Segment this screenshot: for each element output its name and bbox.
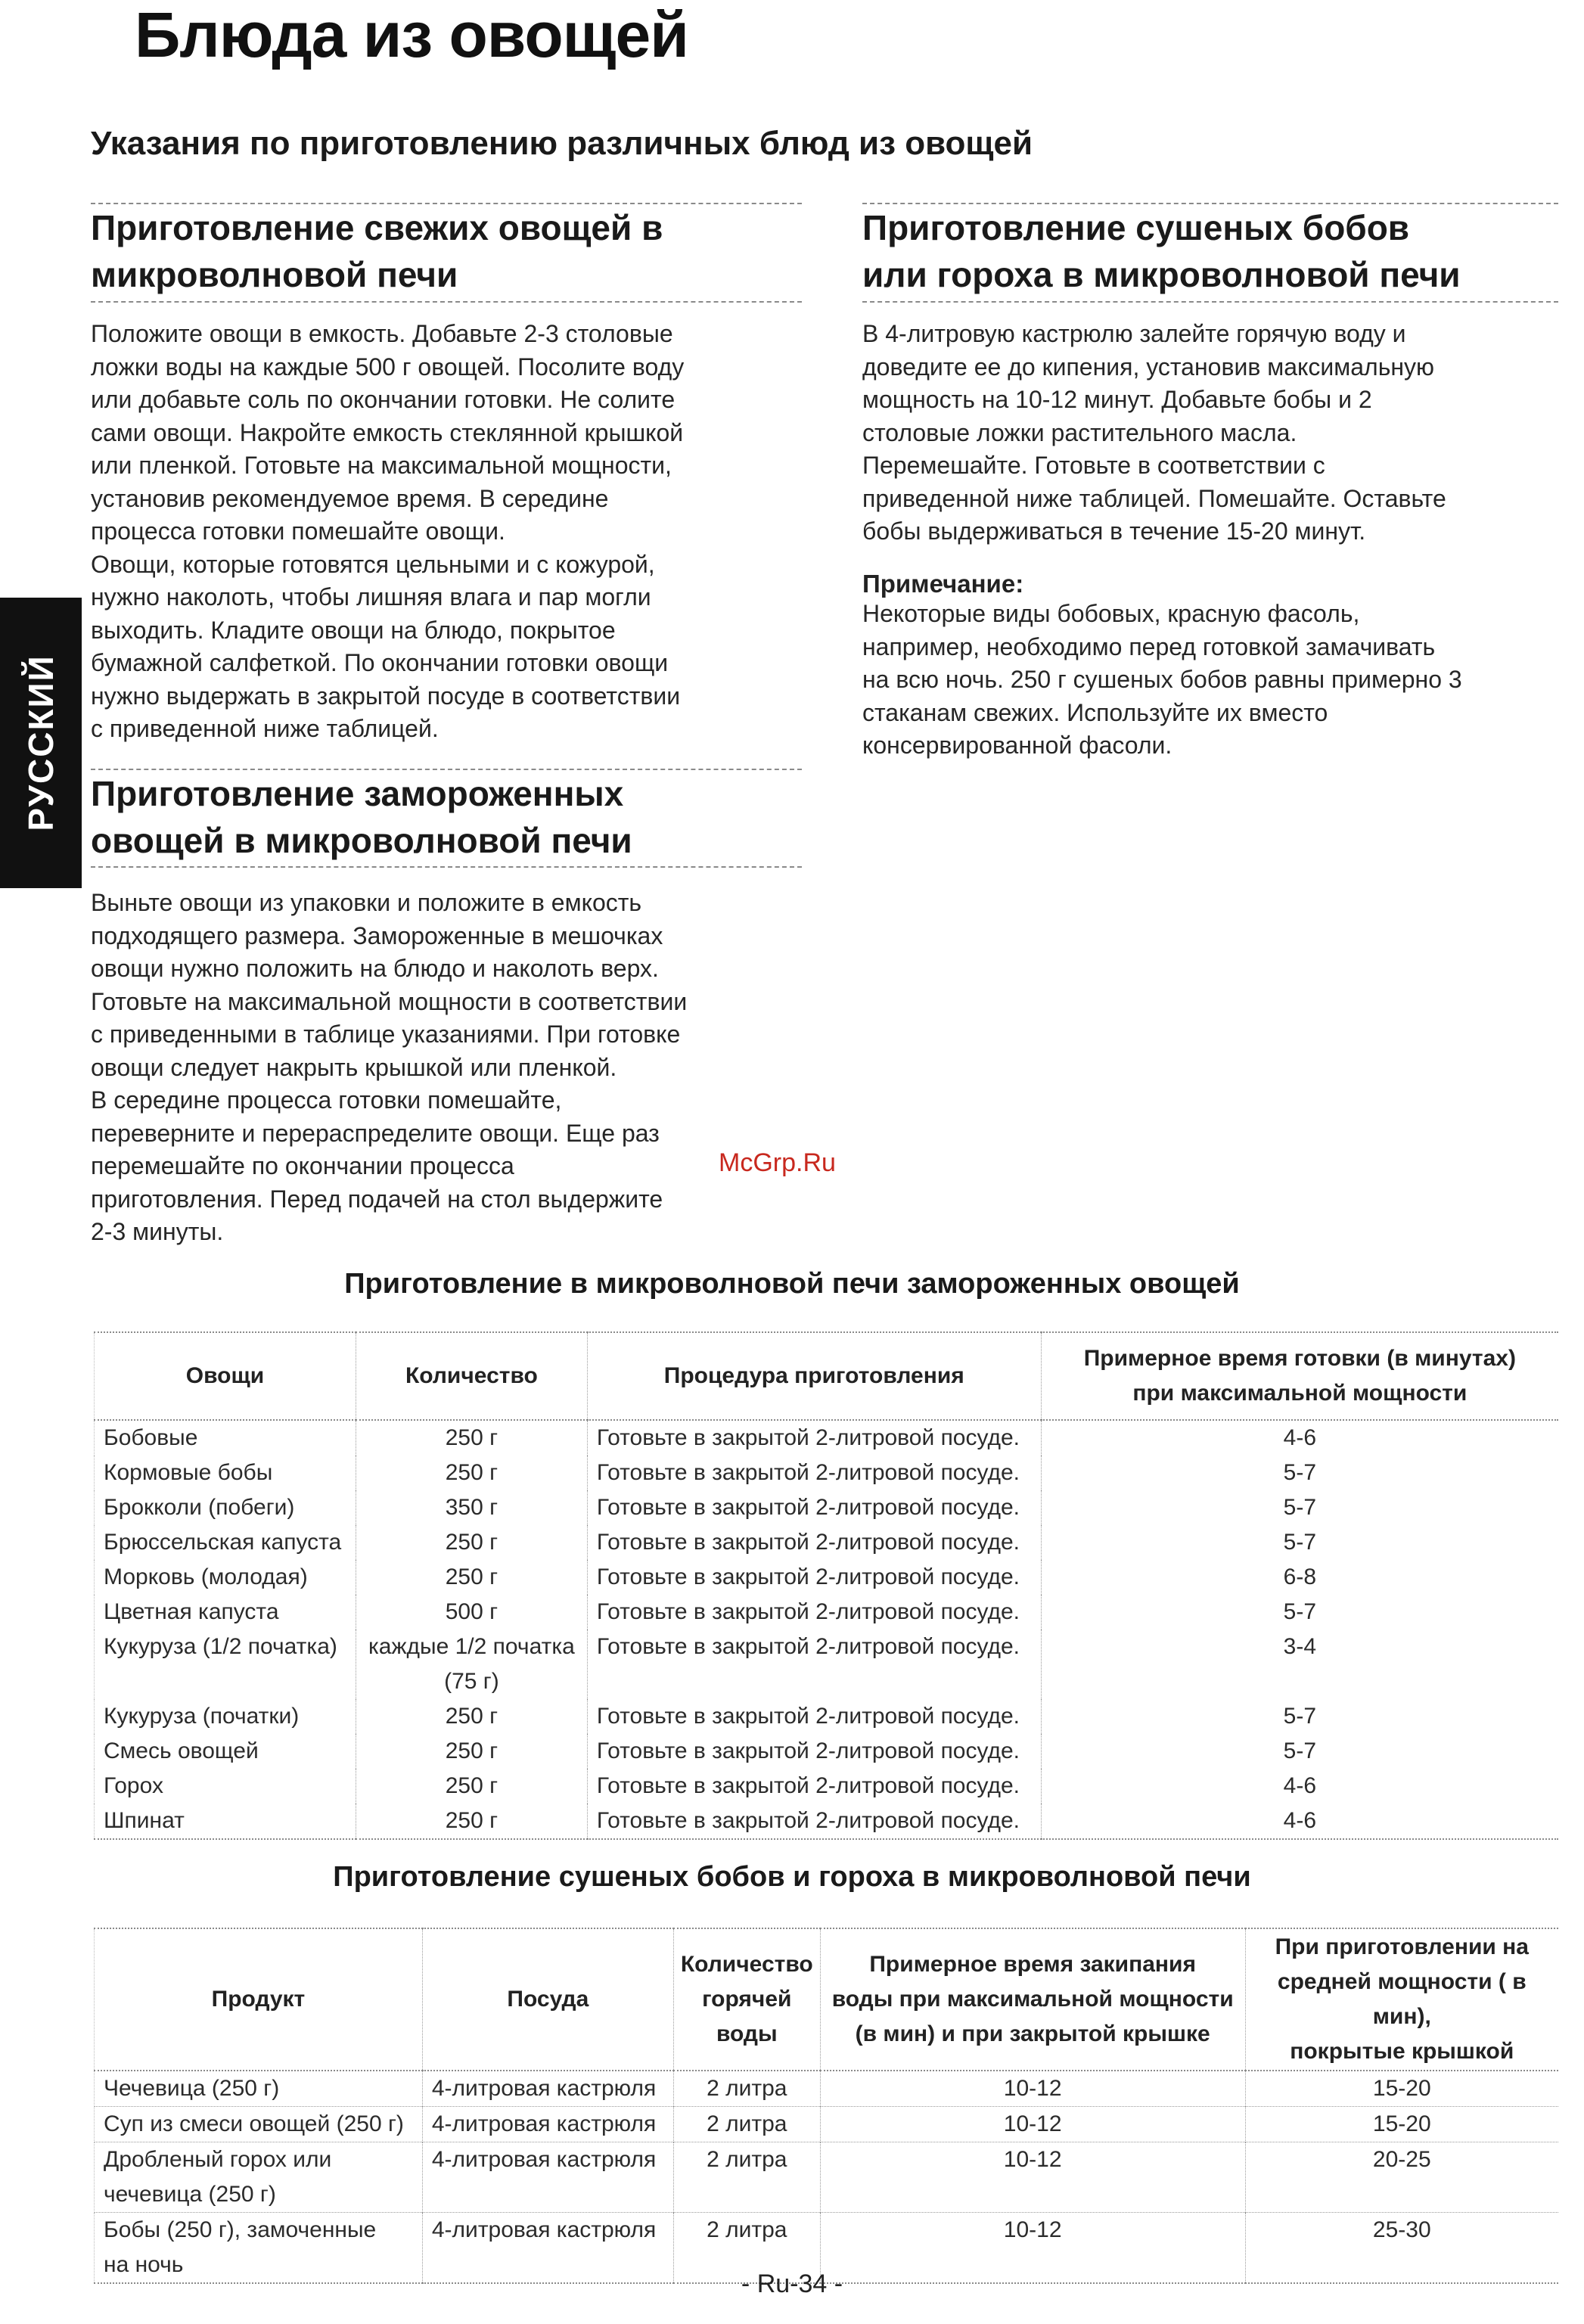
table2-title: Приготовление сушеных бобов и гороха в микроволновой печи xyxy=(333,1861,1251,1893)
text-line: мощность на 10-12 минут. Добавьте бобы и 2 xyxy=(862,386,1372,413)
boil-time-cell: 10-12 xyxy=(820,2107,1245,2142)
table1-header: Процедура приготовления xyxy=(587,1332,1041,1420)
time-cell: 5-7 xyxy=(1041,1525,1558,1560)
fresh-title-line: Приготовление свежих овощей в xyxy=(91,208,663,247)
quantity-cell xyxy=(356,1456,587,1490)
quantity-value: 250 г xyxy=(445,1530,498,1555)
dried-beans-table xyxy=(94,1928,1558,2284)
table-row xyxy=(95,1490,1559,1525)
frozen-title-line: Приготовление замороженных xyxy=(91,774,624,813)
procedure-cell: Готовьте в закрытой 2-литровой посуде. xyxy=(587,1769,1041,1804)
text-line: подходящего размера. Замороженные в мешочках xyxy=(91,921,663,949)
table-row xyxy=(95,2071,1559,2107)
text-line: с приведенной ниже таблицей. xyxy=(91,715,439,742)
vegetable-cell: Брюссельская капуста xyxy=(95,1525,356,1560)
text-line: или пленкой. Готовьте на максимальной мощности, xyxy=(91,452,672,479)
dish-cell: 4-литровая кастрюля xyxy=(422,2071,673,2107)
table2-header-line: воды xyxy=(716,2021,778,2046)
time-cell: 5-7 xyxy=(1041,1456,1558,1490)
table2-header xyxy=(820,1928,1245,2071)
language-tab-label: РУССКИЙ xyxy=(21,654,61,831)
text-line: Перемешайте. Готовьте в соответствии с xyxy=(862,452,1325,479)
vegetable-cell: Кормовые бобы xyxy=(95,1456,356,1490)
table2-header-line: покрытые крышкой xyxy=(1290,2039,1514,2064)
table2-header: Продукт xyxy=(95,1928,423,2071)
text-line: перемешайте по окончании процесса xyxy=(91,1152,514,1179)
time-cell: 5-7 xyxy=(1041,1595,1558,1630)
quantity-cell xyxy=(356,1769,587,1804)
vegetable-cell: Брокколи (побеги) xyxy=(95,1490,356,1525)
vegetable-cell: Смесь овощей xyxy=(95,1734,356,1769)
text-line: бобы выдерживаться в течение 15-20 минут. xyxy=(862,517,1366,545)
medium-time-cell: 15-20 xyxy=(1245,2107,1558,2142)
text-line: с приведенными в таблице указаниями. При готовке xyxy=(91,1021,681,1048)
language-tab xyxy=(0,598,82,888)
frozen-title-line: овощей в микроволновой печи xyxy=(91,821,632,860)
procedure-cell: Готовьте в закрытой 2-литровой посуде. xyxy=(587,1699,1041,1734)
procedure-cell: Готовьте в закрытой 2-литровой посуде. xyxy=(587,1595,1041,1630)
page-number: - Ru-34 - xyxy=(741,2270,843,2298)
text-line: В 4-литровую кастрюлю залейте горячую воду и xyxy=(862,320,1406,347)
text-line: выходить. Кладите овощи на блюдо, покрытое xyxy=(91,616,616,644)
text-line: переверните и перераспределите овощи. Еще раз xyxy=(91,1119,660,1147)
quantity-value: 250 г xyxy=(445,1704,498,1729)
water-cell: 2 литра xyxy=(673,2213,820,2284)
table1-header: Количество xyxy=(356,1332,587,1420)
text-line: 2-3 минуты. xyxy=(91,1218,224,1245)
quantity-cell xyxy=(356,1595,587,1630)
text-line: Выньте овощи из упаковки и положите в емкость xyxy=(91,889,642,916)
dish-cell: 4-литровая кастрюля xyxy=(422,2107,673,2142)
text-line: Положите овощи в емкость. Добавьте 2-3 столовые xyxy=(91,320,673,347)
dried-section-body xyxy=(862,318,1573,548)
quantity-value: 250 г xyxy=(445,1460,498,1485)
product-cell xyxy=(95,2107,423,2142)
quantity-value: 500 г xyxy=(445,1599,498,1624)
table-row xyxy=(95,1595,1559,1630)
text-line: Готовьте на максимальной мощности в соответствии xyxy=(91,987,688,1015)
table-row xyxy=(95,2142,1559,2213)
product-line: Чечевица (250 г) xyxy=(104,2076,280,2101)
table-row xyxy=(95,1804,1559,1839)
table1-header xyxy=(1041,1332,1558,1420)
note-body xyxy=(862,598,1573,763)
fresh-section-title xyxy=(91,204,663,298)
frozen-vegetables-table xyxy=(94,1331,1558,1840)
time-cell: 5-7 xyxy=(1041,1699,1558,1734)
dried-title-line: Приготовление сушеных бобов xyxy=(862,208,1410,247)
table2-header xyxy=(673,1928,820,2071)
quantity-value: 350 г xyxy=(445,1495,498,1520)
quantity-value: 250 г xyxy=(445,1564,498,1589)
table1-header-line: Примерное время готовки (в минутах) xyxy=(1083,1346,1516,1371)
text-line: бумажной салфеткой. По окончании готовки овощи xyxy=(91,649,669,676)
procedure-cell: Готовьте в закрытой 2-литровой посуде. xyxy=(587,1456,1041,1490)
procedure-cell: Готовьте в закрытой 2-литровой посуде. xyxy=(587,1630,1041,1699)
quantity-value: 250 г xyxy=(445,1738,498,1763)
quantity-cell xyxy=(356,1734,587,1769)
quantity-cell xyxy=(356,1420,587,1456)
product-cell xyxy=(95,2071,423,2107)
time-cell: 5-7 xyxy=(1041,1490,1558,1525)
quantity-value: каждые 1/2 початка xyxy=(368,1634,575,1659)
fresh-section-body xyxy=(91,318,817,746)
time-cell: 4-6 xyxy=(1041,1420,1558,1456)
medium-time-cell: 20-25 xyxy=(1245,2142,1558,2213)
fresh-title-line: микроволновой печи xyxy=(91,255,458,294)
table-row xyxy=(95,1525,1559,1560)
vegetable-cell: Кукуруза (початки) xyxy=(95,1699,356,1734)
text-line: на всю ночь. 250 г сушеных бобов равны примерно 3 xyxy=(862,666,1462,693)
text-line: стаканам свежих. Используйте их вместо xyxy=(862,698,1328,726)
table-row xyxy=(95,1734,1559,1769)
table-row xyxy=(95,1630,1559,1699)
product-line: Суп из смеси овощей (250 г) xyxy=(104,2111,404,2136)
text-line: например, необходимо перед готовкой замачивать xyxy=(862,632,1436,660)
water-cell: 2 литра xyxy=(673,2142,820,2213)
boil-time-cell: 10-12 xyxy=(820,2071,1245,2107)
text-line: нужно наколоть, чтобы лишняя влага и пар могли xyxy=(91,583,651,611)
table-row xyxy=(95,1560,1559,1595)
quantity-cell xyxy=(356,1699,587,1734)
text-line: процесса готовки помешайте овощи. xyxy=(91,517,505,545)
text-line: овощи следует накрыть крышкой или пленкой. xyxy=(91,1053,617,1081)
medium-time-cell: 15-20 xyxy=(1245,2071,1558,2107)
table2-header-line: При приготовлении на xyxy=(1275,1934,1529,1959)
procedure-cell: Готовьте в закрытой 2-литровой посуде. xyxy=(587,1525,1041,1560)
section-divider xyxy=(91,301,802,303)
procedure-cell: Готовьте в закрытой 2-литровой посуде. xyxy=(587,1734,1041,1769)
table2-header-line: горячей xyxy=(702,1987,792,2012)
text-line: столовые ложки растительного масла. xyxy=(862,418,1297,446)
dish-cell: 4-литровая кастрюля xyxy=(422,2142,673,2213)
water-cell: 2 литра xyxy=(673,2071,820,2107)
frozen-section-body xyxy=(91,887,817,1249)
dried-section-title xyxy=(862,204,1461,298)
table2-header-line: (в мин) и при закрытой крышке xyxy=(855,2021,1210,2046)
text-line: сами овощи. Накройте емкость стеклянной крышкой xyxy=(91,418,684,446)
boil-time-cell: 10-12 xyxy=(820,2213,1245,2284)
quantity-value: 250 г xyxy=(445,1808,498,1833)
table1-header: Овощи xyxy=(95,1332,356,1420)
procedure-cell: Готовьте в закрытой 2-литровой посуде. xyxy=(587,1804,1041,1839)
text-line: приведенной ниже таблицей. Помешайте. Оставьте xyxy=(862,484,1446,512)
frozen-section-title xyxy=(91,770,632,864)
section-divider xyxy=(91,866,802,868)
vegetable-cell: Шпинат xyxy=(95,1804,356,1839)
water-cell: 2 литра xyxy=(673,2107,820,2142)
text-line: нужно выдержать в закрытой посуде в соответствии xyxy=(91,682,681,710)
time-cell: 5-7 xyxy=(1041,1734,1558,1769)
time-cell: 4-6 xyxy=(1041,1769,1558,1804)
product-cell xyxy=(95,2142,423,2213)
table-row xyxy=(95,1699,1559,1734)
vegetable-cell: Бобовые xyxy=(95,1420,356,1456)
procedure-cell: Готовьте в закрытой 2-литровой посуде. xyxy=(587,1490,1041,1525)
quantity-cell xyxy=(356,1804,587,1839)
table-row xyxy=(95,1420,1559,1456)
quantity-cell xyxy=(356,1525,587,1560)
dried-title-line: или гороха в микроволновой печи xyxy=(862,255,1461,294)
product-line: на ночь xyxy=(104,2252,184,2277)
text-line: Овощи, которые готовятся цельными и с кожурой, xyxy=(91,550,655,578)
table-row xyxy=(95,2107,1559,2142)
table-row xyxy=(95,1769,1559,1804)
text-line: или добавьте соль по окончании готовки. Не солите xyxy=(91,386,676,413)
table2-header-line: Количество xyxy=(680,1952,813,1977)
vegetable-cell: Кукуруза (1/2 початка) xyxy=(95,1630,356,1699)
dish-cell: 4-литровая кастрюля xyxy=(422,2213,673,2284)
boil-time-cell: 10-12 xyxy=(820,2142,1245,2213)
text-line: консервированной фасоли. xyxy=(862,732,1172,759)
product-line: Дробленый горох или xyxy=(104,2147,332,2172)
table2-header xyxy=(1245,1928,1558,2071)
table1-title: Приготовление в микроволновой печи замороженных овощей xyxy=(344,1268,1240,1300)
table-row xyxy=(95,1456,1559,1490)
text-line: Некоторые виды бобовых, красную фасоль, xyxy=(862,600,1360,627)
text-line: овощи нужно положить на блюдо и наколоть верх. xyxy=(91,955,659,982)
text-line: В середине процесса готовки помешайте, xyxy=(91,1086,562,1114)
text-line: приготовления. Перед подачей на стол выдержите xyxy=(91,1185,663,1213)
quantity-note: (75 г) xyxy=(444,1669,499,1694)
page-title: Блюда из овощей xyxy=(135,0,688,70)
watermark: McGrp.Ru xyxy=(719,1148,836,1177)
table2-header: Посуда xyxy=(422,1928,673,2071)
table2-header-line: средней мощности ( в мин), xyxy=(1277,1969,1527,2029)
text-line: доведите ее до кипения, установив максимальную xyxy=(862,353,1435,381)
time-cell: 3-4 xyxy=(1041,1630,1558,1699)
page-subtitle: Указания по приготовлению различных блюд из овощей xyxy=(91,125,1033,162)
text-line: ложки воды на каждые 500 г овощей. Посолите воду xyxy=(91,353,685,381)
table2-header-line: воды при максимальной мощности xyxy=(831,1987,1234,2012)
time-cell: 6-8 xyxy=(1041,1560,1558,1595)
quantity-cell xyxy=(356,1560,587,1595)
note-title: Примечание: xyxy=(862,570,1024,598)
quantity-value: 250 г xyxy=(445,1773,498,1798)
procedure-cell: Готовьте в закрытой 2-литровой посуде. xyxy=(587,1560,1041,1595)
vegetable-cell: Горох xyxy=(95,1769,356,1804)
text-line: установив рекомендуемое время. В середине xyxy=(91,484,609,512)
table1-header-line: при максимальной мощности xyxy=(1132,1381,1468,1406)
quantity-cell xyxy=(356,1490,587,1525)
product-line: чечевица (250 г) xyxy=(104,2182,276,2207)
section-divider xyxy=(862,301,1558,303)
vegetable-cell: Цветная капуста xyxy=(95,1595,356,1630)
medium-time-cell: 25-30 xyxy=(1245,2213,1558,2284)
product-line: Бобы (250 г), замоченные xyxy=(104,2217,377,2242)
quantity-cell xyxy=(356,1630,587,1699)
procedure-cell: Готовьте в закрытой 2-литровой посуде. xyxy=(587,1420,1041,1456)
time-cell: 4-6 xyxy=(1041,1804,1558,1839)
vegetable-cell: Морковь (молодая) xyxy=(95,1560,356,1595)
quantity-value: 250 г xyxy=(445,1425,498,1450)
table2-header-line: Примерное время закипания xyxy=(869,1952,1196,1977)
